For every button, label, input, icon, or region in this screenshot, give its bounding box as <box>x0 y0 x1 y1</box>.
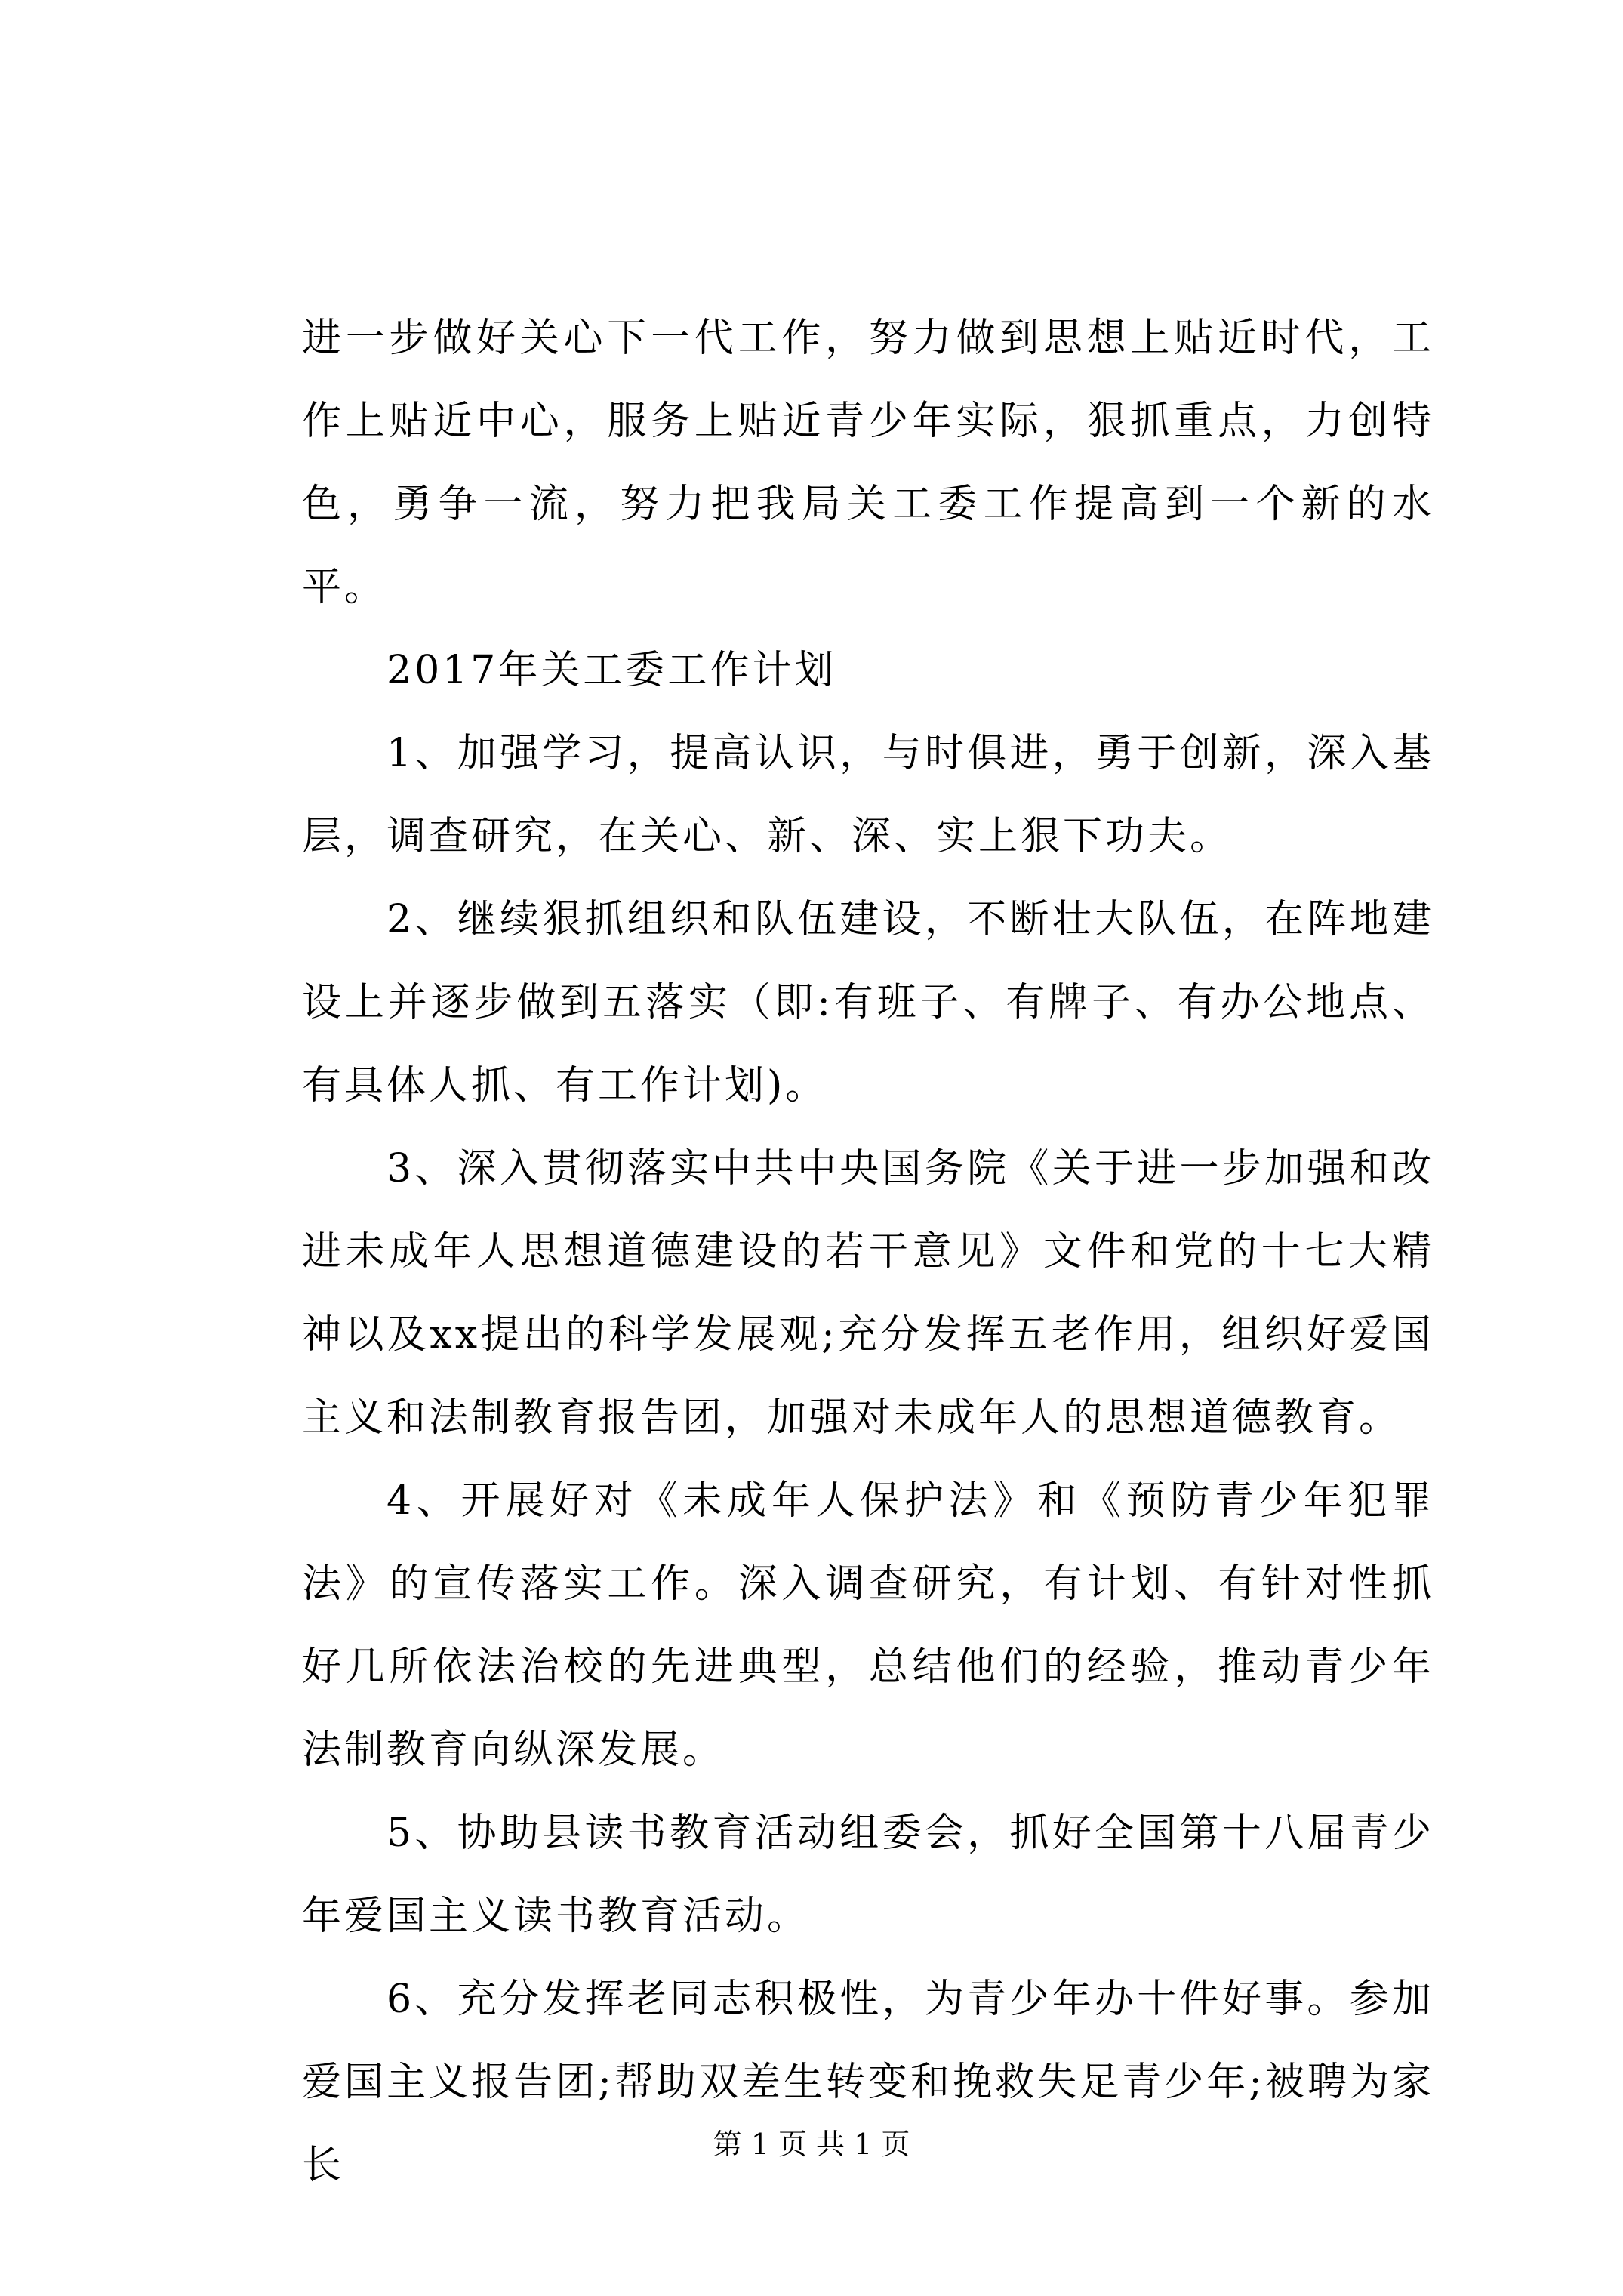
plan-item-4: 4、开展好对《未成年人保护法》和《预防青少年犯罪法》的宣传落实工作。深入调查研究，有计划、有针对性抓好几所依法治校的先进典型，总结他们的经验，推动青少年法制教育向纵深发展。 <box>302 1478 1434 1773</box>
plan-item-3: 3、深入贯彻落实中共中央国务院《关于进一步加强和改进未成年人思想道德建设的若干意见》文件和党的十七大精神以及xx提出的科学发展观;充分发挥五老作用，组织好爱国主义和法制教育报告团，加强对未成年人的思想道德教育。 <box>302 1146 1434 1441</box>
paragraph-intro: 进一步做好关心下一代工作，努力做到思想上贴近时代，工作上贴近中心，服务上贴近青少年实际，狠抓重点，力创特色，勇争一流，努力把我局关工委工作提高到一个新的水平。 <box>302 316 1434 610</box>
page-footer: 第 1 页 共 1 页 <box>713 2128 910 2161</box>
plan-item-6: 6、充分发挥老同志积极性，为青少年办十件好事。参加爱国主义报告团;帮助双差生转变和挽救失足青少年;被聘为家长 <box>302 1977 1434 2188</box>
plan-item-2: 2、继续狠抓组织和队伍建设，不断壮大队伍，在阵地建设上并逐步做到五落实（即:有班子、有牌子、有办公地点、有具体人抓、有工作计划)。 <box>302 897 1434 1108</box>
document-body <box>302 297 1434 2207</box>
plan-title: 2017年关工委工作计划 <box>387 648 837 693</box>
plan-item-1: 1、加强学习，提高认识，与时俱进，勇于创新，深入基层，调查研究，在关心、新、深、实上狠下功夫。 <box>302 731 1434 859</box>
plan-item-5: 5、协助县读书教育活动组委会，抓好全国第十八届青少年爱国主义读书教育活动。 <box>302 1811 1434 1939</box>
